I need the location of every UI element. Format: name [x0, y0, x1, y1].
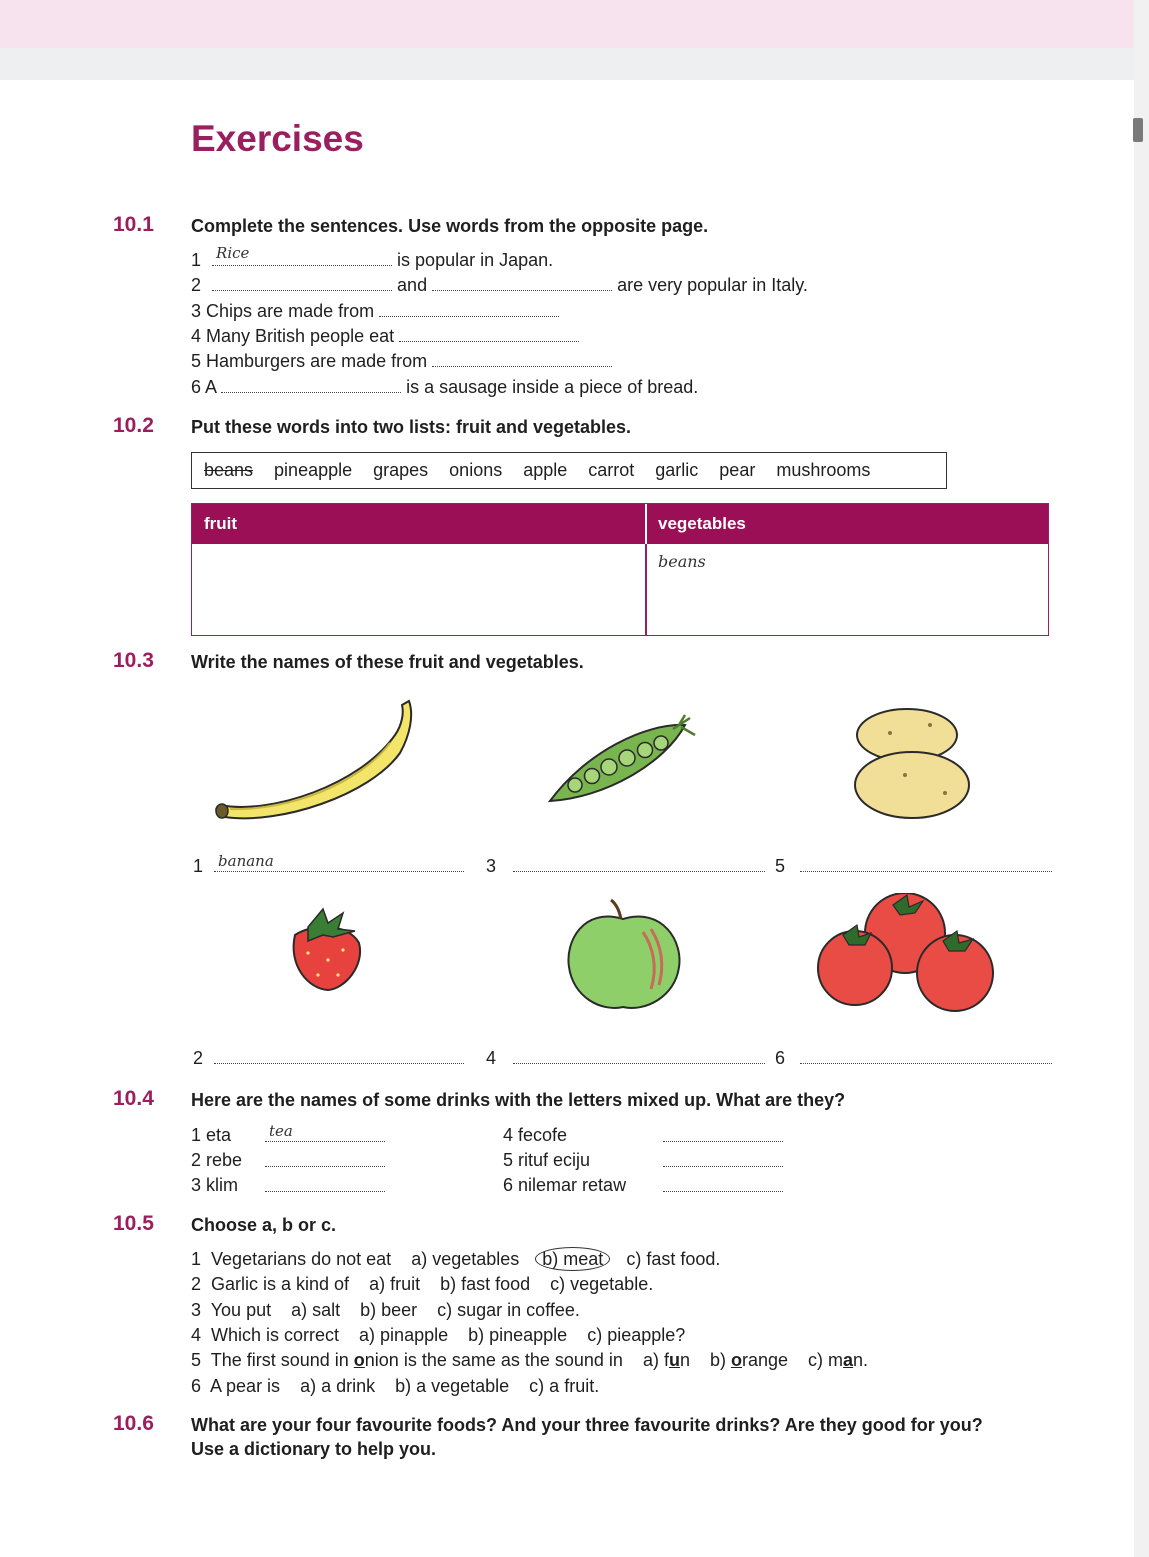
word-item: grapes [373, 460, 429, 480]
item-number: 3 [191, 301, 202, 321]
exercise-instruction: Put these words into two lists: fruit and vegetables. [191, 417, 632, 437]
item-number: 1 [193, 856, 204, 876]
column-divider [645, 544, 647, 635]
question-text: nion is the same as the sound in a) f [364, 1350, 669, 1370]
sentence-text: is a sausage inside a piece of bread. [406, 377, 699, 397]
anagram-word: rituf eciju [518, 1150, 591, 1170]
item-number: 5 [191, 1350, 202, 1370]
item-number: 5 [775, 856, 786, 876]
answer-blank[interactable] [800, 1048, 1052, 1064]
anagram-word: rebe [206, 1150, 243, 1170]
picture-label-1 [193, 852, 464, 877]
anagram-5 [503, 1149, 590, 1171]
sentence-text: A [205, 377, 217, 397]
strawberry-picture [283, 905, 368, 995]
scrollbar-thumb[interactable] [1133, 118, 1143, 142]
anagram-3 [191, 1174, 238, 1196]
apple-picture [563, 897, 685, 1015]
potatoes-picture [850, 705, 975, 825]
item-number: 6 [503, 1175, 514, 1195]
item-number: 4 [503, 1125, 514, 1145]
answer-blank[interactable] [800, 856, 1052, 872]
item-number: 1 [191, 250, 202, 270]
peas-picture [545, 713, 700, 813]
item-number: 2 [191, 275, 202, 295]
exercise-instruction: What are your four favourite foods? And your three favourite drinks? Are they good for you? [191, 1415, 983, 1435]
picture-label-2 [193, 1048, 464, 1069]
anagram-4 [503, 1124, 567, 1146]
answer-blank[interactable] [265, 1176, 385, 1192]
word-box [191, 452, 947, 489]
option-a[interactable]: a) vegetables [411, 1249, 520, 1269]
exercise-number: 10.5 [113, 1212, 154, 1235]
exercise-number: 10.1 [113, 213, 154, 236]
answer-blank[interactable] [399, 326, 579, 342]
table-header [192, 504, 1048, 544]
word-item: apple [523, 460, 568, 480]
question-text: n b) [679, 1350, 731, 1370]
anagram-word: klim [206, 1175, 239, 1195]
question-5 [191, 1349, 868, 1371]
exercise-number: 10.2 [113, 414, 154, 437]
sentence-text: are very popular in Italy. [617, 275, 808, 295]
page-title: Exercises [191, 118, 364, 159]
picture-label-6 [775, 1048, 1052, 1069]
item-number: 1 [191, 1125, 202, 1145]
sentence-3 [191, 300, 559, 322]
word-item: mushrooms [776, 460, 871, 480]
item-number: 5 [503, 1150, 514, 1170]
exercise-number: 10.6 [113, 1412, 154, 1435]
fruit-vegetables-table [191, 503, 1049, 636]
underlined-letter: a [843, 1350, 854, 1370]
example-answer: banana [218, 852, 274, 870]
question-text: range c) m [741, 1350, 844, 1370]
picture-label-5 [775, 856, 1052, 877]
answer-blank[interactable] [432, 351, 612, 367]
answer-blank[interactable] [513, 856, 765, 872]
exercise-instruction: Complete the sentences. Use words from the opposite page. [191, 216, 709, 236]
example-answer: tea [269, 1122, 293, 1140]
answer-blank[interactable] [663, 1151, 783, 1167]
item-number: 3 [486, 856, 497, 876]
exercise-instruction: Choose a, b or c. [191, 1215, 337, 1235]
sentence-text: Chips are made from [206, 301, 375, 321]
sentence-text: and [397, 275, 428, 295]
word-item: pear [719, 460, 756, 480]
answer-blank[interactable] [265, 1151, 385, 1167]
question-6: 6 A pear is a) a drink b) a vegetable c) a fruit. [191, 1376, 600, 1396]
exercise-instruction-continued: Use a dictionary to help you. [191, 1439, 437, 1459]
item-number: 4 [486, 1048, 497, 1068]
sentence-1 [191, 244, 554, 271]
exercise-number: 10.3 [113, 649, 154, 672]
underlined-letter: u [668, 1350, 680, 1370]
question-3: 3 You put a) salt b) beer c) sugar in coffee. [191, 1300, 580, 1320]
item-number: 1 [191, 1249, 202, 1269]
item-number: 5 [191, 351, 202, 371]
example-answer: beans [658, 552, 706, 571]
word-item: onions [449, 460, 503, 480]
fruit-cell[interactable] [192, 544, 646, 635]
anagram-1 [191, 1124, 231, 1146]
answer-blank[interactable] [663, 1126, 783, 1142]
option-c[interactable]: c) fast food. [626, 1249, 721, 1269]
exercise-instruction: Write the names of these fruit and vegetables. [191, 652, 584, 672]
question-4: 4 Which is correct a) pinapple b) pineapple c) pieapple? [191, 1325, 686, 1345]
anagram-6 [503, 1174, 626, 1196]
item-number: 6 [775, 1048, 786, 1068]
word-item: carrot [588, 460, 635, 480]
answer-blank[interactable] [513, 1048, 765, 1064]
picture-label-4 [486, 1048, 765, 1069]
underlined-letter: o [353, 1350, 365, 1370]
item-number: 3 [191, 1175, 202, 1195]
banana-picture [210, 695, 420, 825]
anagram-word: eta [206, 1125, 232, 1145]
anagram-word: fecofe [518, 1125, 568, 1145]
anagram-word: nilemar retaw [518, 1175, 627, 1195]
column-header-fruit: fruit [204, 514, 238, 533]
top-banner [0, 0, 1134, 48]
answer-blank[interactable] [212, 275, 392, 291]
exercise-number: 10.4 [113, 1087, 154, 1110]
sentence-text: is popular in Japan. [397, 250, 554, 270]
question-text: n. [853, 1350, 869, 1370]
sentence-2 [191, 274, 808, 296]
sentence-text: Hamburgers are made from [206, 351, 428, 371]
answer-blank[interactable] [214, 1048, 464, 1064]
sentence-6 [191, 376, 698, 398]
answer-blank[interactable] [214, 852, 464, 872]
question-2: 2 Garlic is a kind of a) fruit b) fast food c) vegetable. [191, 1274, 654, 1294]
anagram-2 [191, 1149, 242, 1171]
word-item: garlic [655, 460, 699, 480]
sentence-4 [191, 325, 579, 347]
underlined-letter: o [730, 1350, 742, 1370]
scrollbar-track[interactable] [1134, 0, 1149, 1557]
vegetables-cell[interactable] [646, 544, 1046, 635]
exercise-instruction: Here are the names of some drinks with the letters mixed up. What are they? [191, 1090, 846, 1110]
item-number: 2 [191, 1150, 202, 1170]
answer-blank[interactable] [212, 244, 392, 266]
answer-blank[interactable] [221, 377, 401, 393]
word-item: pineapple [274, 460, 353, 480]
question-text: The first sound in [210, 1350, 354, 1370]
item-number: 6 [191, 377, 202, 397]
word-item: beans [204, 460, 254, 480]
column-header-vegetables: vegetables [658, 514, 746, 533]
picture-label-3 [486, 856, 765, 877]
item-number: 4 [191, 326, 202, 346]
question-text: Vegetarians do not eat [211, 1249, 392, 1269]
sentence-text: Many British people eat [206, 326, 395, 346]
answer-blank[interactable] [379, 301, 559, 317]
tomatoes-picture [815, 893, 1000, 1013]
example-answer: Rice [216, 244, 250, 262]
answer-blank[interactable] [663, 1176, 783, 1192]
question-1 [191, 1248, 720, 1270]
sentence-5 [191, 350, 612, 372]
answer-blank[interactable] [432, 275, 612, 291]
answer-blank[interactable] [265, 1122, 385, 1142]
column-divider [645, 504, 647, 544]
option-b-circled[interactable]: b) meat [535, 1247, 610, 1271]
item-number: 2 [193, 1048, 204, 1068]
table-body [192, 544, 1048, 635]
